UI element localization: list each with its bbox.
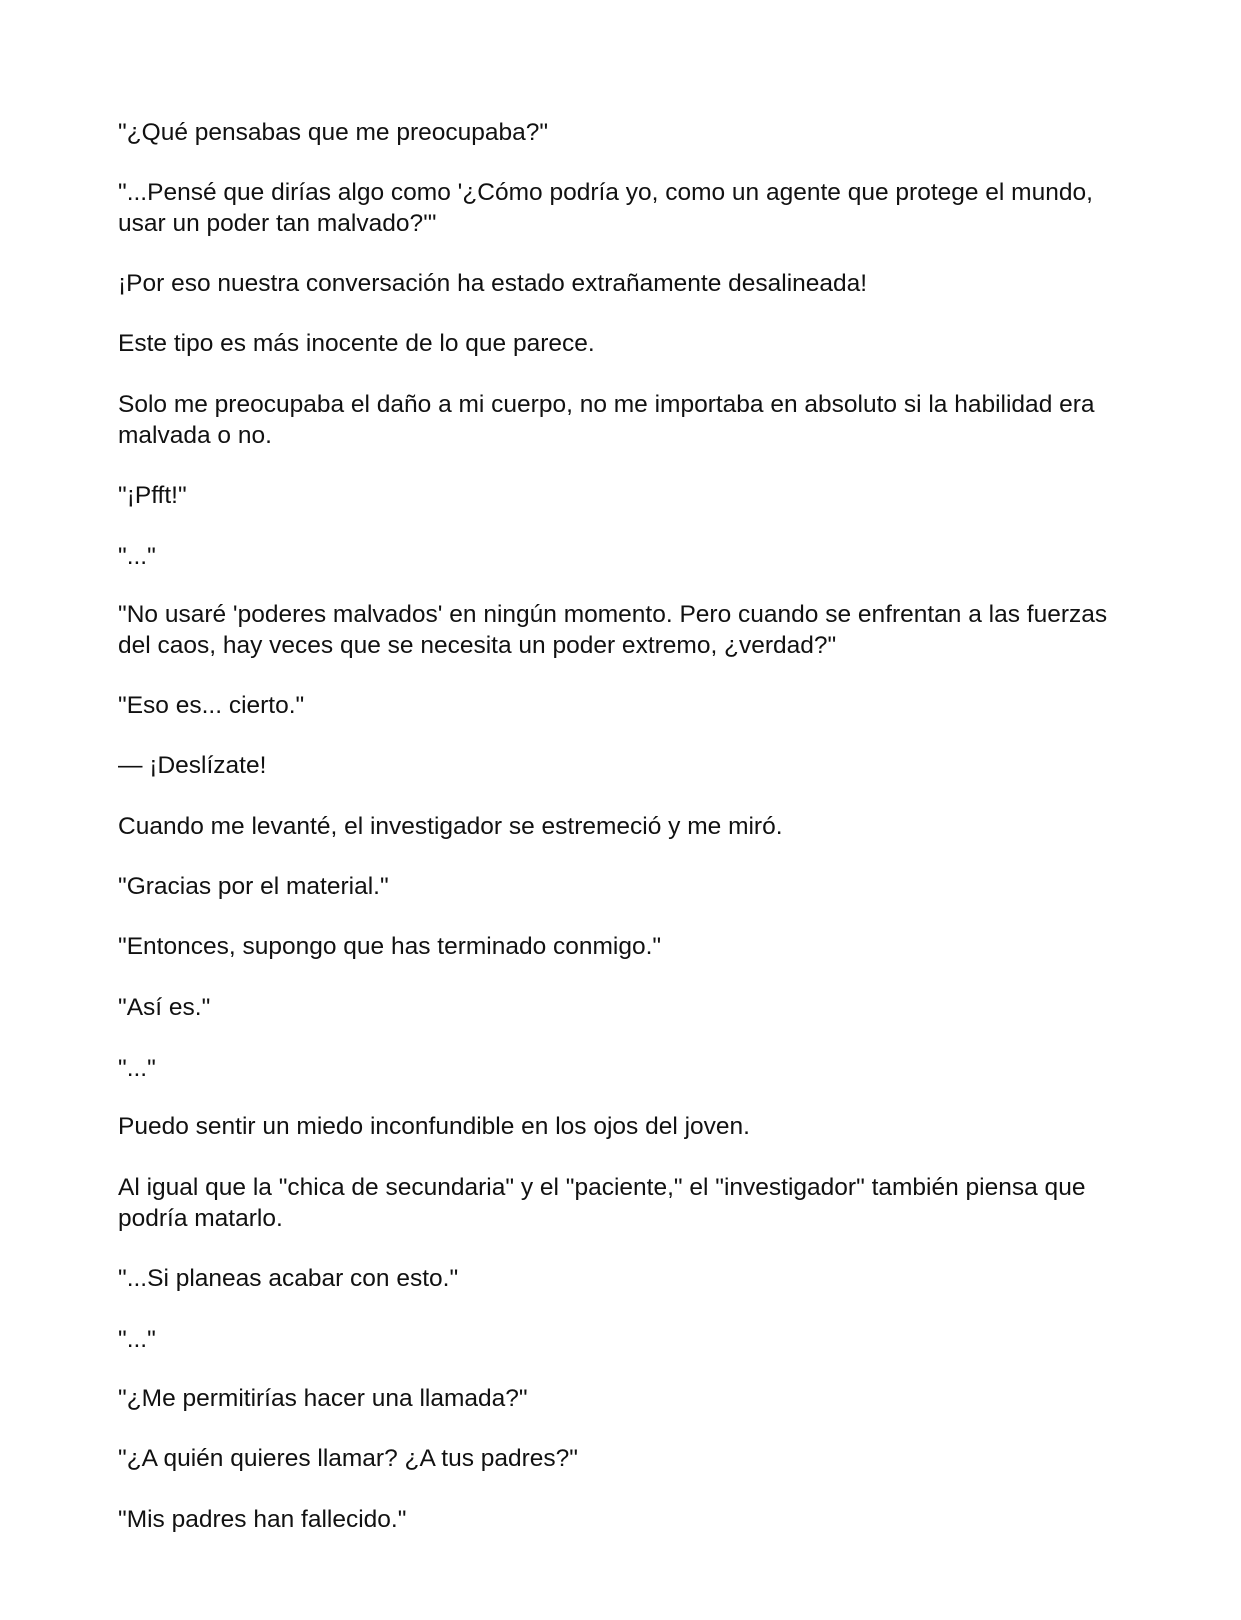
- paragraph: "¿A quién quieres llamar? ¿A tus padres?": [118, 1445, 578, 1472]
- paragraph: "...": [118, 1326, 156, 1353]
- paragraph: "¿Me permitirías hacer una llamada?": [118, 1385, 528, 1412]
- paragraph: Cuando me levanté, el investigador se estremeció y me miró.: [118, 813, 783, 840]
- paragraph: "Mis padres han fallecido.": [118, 1506, 407, 1533]
- paragraph: "...Pensé que dirías algo como '¿Cómo podría yo, como un agente que protege el mundo, usar un poder tan malvado?'": [118, 179, 1093, 237]
- paragraph: Al igual que la "chica de secundaria" y el "paciente," el "investigador" también piensa que podría matarlo.: [118, 1174, 1086, 1232]
- paragraph: ¡Por eso nuestra conversación ha estado extrañamente desalineada!: [118, 270, 868, 297]
- paragraph: "¡Pfft!": [118, 482, 187, 509]
- paragraph: "...": [118, 1055, 156, 1082]
- paragraph: Solo me preocupaba el daño a mi cuerpo, no me importaba en absoluto si la habilidad era malvada o no.: [118, 391, 1095, 449]
- paragraph: "¿Qué pensabas que me preocupaba?": [118, 119, 549, 146]
- paragraph: "...Si planeas acabar con esto.": [118, 1265, 459, 1292]
- paragraph: "Así es.": [118, 994, 211, 1021]
- paragraph: Puedo sentir un miedo inconfundible en los ojos del joven.: [118, 1113, 750, 1140]
- paragraph: "...": [118, 543, 156, 570]
- paragraph: Este tipo es más inocente de lo que parece.: [118, 330, 595, 357]
- paragraph: "No usaré 'poderes malvados' en ningún momento. Pero cuando se enfrentan a las fuerzas del caos, hay veces que se necesita un poder extremo, ¿verdad?": [118, 601, 1108, 659]
- paragraph: — ¡Deslízate!: [118, 752, 267, 779]
- paragraph: "Gracias por el material.": [118, 873, 389, 900]
- paragraph: "Entonces, supongo que has terminado conmigo.": [118, 933, 662, 960]
- paragraph: "Eso es... cierto.": [118, 692, 305, 719]
